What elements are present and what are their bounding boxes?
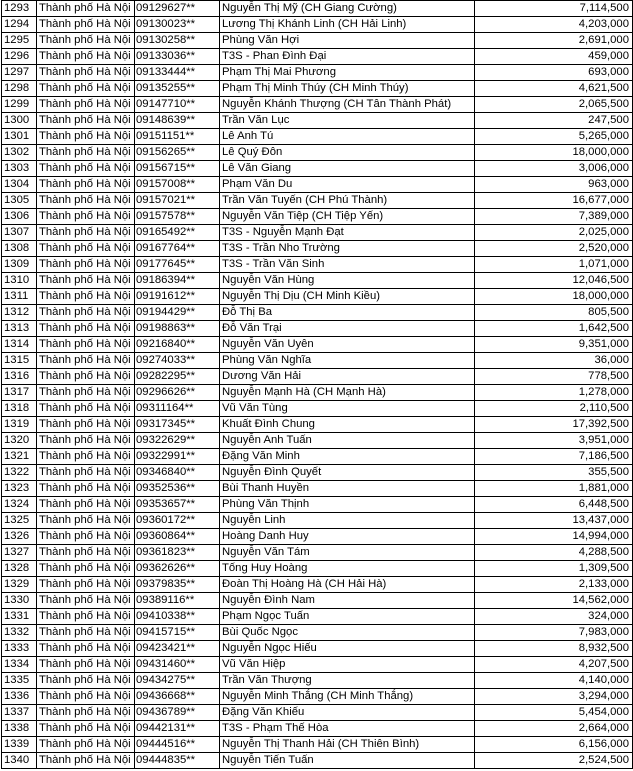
table-row <box>2 561 633 577</box>
table-row <box>2 593 633 609</box>
customer-name-cell: Đỗ Văn Trại <box>220 321 475 337</box>
city-cell: Thành phố Hà Nội <box>37 753 135 769</box>
city-cell: Thành phố Hà Nội <box>37 465 135 481</box>
city-cell: Thành phố Hà Nội <box>37 177 135 193</box>
table-row <box>2 1 633 17</box>
city-cell: Thành phố Hà Nội <box>37 49 135 65</box>
customer-name-cell: Trần Văn Tuyến (CH Phú Thành) <box>220 193 475 209</box>
table-row <box>2 417 633 433</box>
amount-cell: 247,500 <box>475 113 633 129</box>
amount-cell: 459,000 <box>475 49 633 65</box>
table-row <box>2 353 633 369</box>
amount-cell: 2,664,000 <box>475 721 633 737</box>
amount-cell: 4,140,000 <box>475 673 633 689</box>
customer-name-cell: Nguyễn Thị Thanh Hải (CH Thiên Bình) <box>220 737 475 753</box>
amount-cell: 7,389,000 <box>475 209 633 225</box>
table-row <box>2 97 633 113</box>
amount-cell: 2,520,000 <box>475 241 633 257</box>
city-cell: Thành phố Hà Nội <box>37 17 135 33</box>
amount-cell: 324,000 <box>475 609 633 625</box>
table-row <box>2 577 633 593</box>
table-row <box>2 609 633 625</box>
customer-name-cell: T3S - Phan Đình Đại <box>220 49 475 65</box>
city-cell: Thành phố Hà Nội <box>37 641 135 657</box>
phone-cell: 09436668** <box>135 689 220 705</box>
row-number-cell: 1326 <box>2 529 37 545</box>
phone-cell: 09311164** <box>135 401 220 417</box>
customer-name-cell: Nguyễn Mạnh Hà (CH Mạnh Hà) <box>220 385 475 401</box>
row-number-cell: 1305 <box>2 193 37 209</box>
city-cell: Thành phố Hà Nội <box>37 225 135 241</box>
city-cell: Thành phố Hà Nội <box>37 417 135 433</box>
customer-name-cell: Nguyễn Thị Mỹ (CH Giang Cường) <box>220 1 475 17</box>
city-cell: Thành phố Hà Nội <box>37 241 135 257</box>
row-number-cell: 1296 <box>2 49 37 65</box>
row-number-cell: 1333 <box>2 641 37 657</box>
city-cell: Thành phố Hà Nội <box>37 337 135 353</box>
amount-cell: 963,000 <box>475 177 633 193</box>
city-cell: Thành phố Hà Nội <box>37 289 135 305</box>
city-cell: Thành phố Hà Nội <box>37 305 135 321</box>
table-row <box>2 545 633 561</box>
amount-cell: 2,065,500 <box>475 97 633 113</box>
row-number-cell: 1319 <box>2 417 37 433</box>
amount-cell: 18,000,000 <box>475 289 633 305</box>
phone-cell: 09322991** <box>135 449 220 465</box>
customer-name-cell: Trần Văn Thượng <box>220 673 475 689</box>
customer-name-cell: Đặng Văn Minh <box>220 449 475 465</box>
table-row <box>2 657 633 673</box>
city-cell: Thành phố Hà Nội <box>37 721 135 737</box>
amount-cell: 4,207,500 <box>475 657 633 673</box>
phone-cell: 09216840** <box>135 337 220 353</box>
table-row <box>2 449 633 465</box>
amount-cell: 18,000,000 <box>475 145 633 161</box>
phone-cell: 09352536** <box>135 481 220 497</box>
table-row <box>2 465 633 481</box>
row-number-cell: 1304 <box>2 177 37 193</box>
amount-cell: 36,000 <box>475 353 633 369</box>
phone-cell: 09157008** <box>135 177 220 193</box>
row-number-cell: 1306 <box>2 209 37 225</box>
row-number-cell: 1335 <box>2 673 37 689</box>
phone-cell: 09177645** <box>135 257 220 273</box>
phone-cell: 09157578** <box>135 209 220 225</box>
table-row <box>2 641 633 657</box>
amount-cell: 17,392,500 <box>475 417 633 433</box>
customer-name-cell: Nguyễn Văn Uyên <box>220 337 475 353</box>
customer-name-cell: Phạm Thị Minh Thúy (CH Minh Thúy) <box>220 81 475 97</box>
city-cell: Thành phố Hà Nội <box>37 689 135 705</box>
customer-name-cell: Nguyễn Anh Tuấn <box>220 433 475 449</box>
row-number-cell: 1294 <box>2 17 37 33</box>
phone-cell: 09274033** <box>135 353 220 369</box>
amount-cell: 2,133,000 <box>475 577 633 593</box>
table-row <box>2 305 633 321</box>
row-number-cell: 1334 <box>2 657 37 673</box>
row-number-cell: 1324 <box>2 497 37 513</box>
customer-name-cell: Nguyễn Linh <box>220 513 475 529</box>
phone-cell: 09147710** <box>135 97 220 113</box>
city-cell: Thành phố Hà Nội <box>37 129 135 145</box>
customer-name-cell: Phạm Văn Du <box>220 177 475 193</box>
phone-cell: 09167764** <box>135 241 220 257</box>
phone-cell: 09133444** <box>135 65 220 81</box>
row-number-cell: 1321 <box>2 449 37 465</box>
phone-cell: 09444516** <box>135 737 220 753</box>
row-number-cell: 1312 <box>2 305 37 321</box>
phone-cell: 09379835** <box>135 577 220 593</box>
customer-name-cell: Khuất Đình Chung <box>220 417 475 433</box>
table-row <box>2 257 633 273</box>
city-cell: Thành phố Hà Nội <box>37 97 135 113</box>
table-row <box>2 753 633 769</box>
customer-name-cell: Tống Huy Hoàng <box>220 561 475 577</box>
amount-cell: 14,994,000 <box>475 529 633 545</box>
customer-name-cell: Vũ Văn Hiệp <box>220 657 475 673</box>
customer-name-cell: Nguyễn Ngọc Hiếu <box>220 641 475 657</box>
table-row <box>2 193 633 209</box>
customer-table <box>1 0 633 769</box>
row-number-cell: 1318 <box>2 401 37 417</box>
amount-cell: 2,110,500 <box>475 401 633 417</box>
amount-cell: 805,500 <box>475 305 633 321</box>
amount-cell: 355,500 <box>475 465 633 481</box>
amount-cell: 778,500 <box>475 369 633 385</box>
phone-cell: 09322629** <box>135 433 220 449</box>
table-row <box>2 689 633 705</box>
customer-name-cell: Nguyễn Văn Tiệp (CH Tiệp Yến) <box>220 209 475 225</box>
table-row <box>2 433 633 449</box>
amount-cell: 6,156,000 <box>475 737 633 753</box>
amount-cell: 14,562,000 <box>475 593 633 609</box>
table-row <box>2 337 633 353</box>
table-row <box>2 369 633 385</box>
table-row <box>2 161 633 177</box>
customer-name-cell: Nguyễn Thị Dịu (CH Minh Kiều) <box>220 289 475 305</box>
customer-name-cell: Lê Văn Giang <box>220 161 475 177</box>
phone-cell: 09194429** <box>135 305 220 321</box>
table-row <box>2 321 633 337</box>
phone-cell: 09157021** <box>135 193 220 209</box>
phone-cell: 09296626** <box>135 385 220 401</box>
phone-cell: 09130258** <box>135 33 220 49</box>
city-cell: Thành phố Hà Nội <box>37 113 135 129</box>
row-number-cell: 1315 <box>2 353 37 369</box>
customer-name-cell: Đoàn Thị Hoàng Hà (CH Hải Hà) <box>220 577 475 593</box>
table-row <box>2 113 633 129</box>
amount-cell: 13,437,000 <box>475 513 633 529</box>
row-number-cell: 1316 <box>2 369 37 385</box>
amount-cell: 6,448,500 <box>475 497 633 513</box>
table-row <box>2 625 633 641</box>
city-cell: Thành phố Hà Nội <box>37 481 135 497</box>
table-row <box>2 177 633 193</box>
customer-name-cell: Đặng Văn Khiếu <box>220 705 475 721</box>
phone-cell: 09410338** <box>135 609 220 625</box>
customer-name-cell: Bùi Thanh Huyền <box>220 481 475 497</box>
row-number-cell: 1308 <box>2 241 37 257</box>
table-row <box>2 289 633 305</box>
city-cell: Thành phố Hà Nội <box>37 257 135 273</box>
city-cell: Thành phố Hà Nội <box>37 385 135 401</box>
customer-name-cell: Lê Quý Đôn <box>220 145 475 161</box>
amount-cell: 693,000 <box>475 65 633 81</box>
city-cell: Thành phố Hà Nội <box>37 497 135 513</box>
city-cell: Thành phố Hà Nội <box>37 1 135 17</box>
table-row <box>2 737 633 753</box>
customer-name-cell: Nguyễn Khánh Thượng (CH Tân Thành Phát) <box>220 97 475 113</box>
table-row <box>2 529 633 545</box>
city-cell: Thành phố Hà Nội <box>37 209 135 225</box>
table-row <box>2 129 633 145</box>
city-cell: Thành phố Hà Nội <box>37 321 135 337</box>
customer-name-cell: Dương Văn Hải <box>220 369 475 385</box>
city-cell: Thành phố Hà Nội <box>37 33 135 49</box>
phone-cell: 09156265** <box>135 145 220 161</box>
amount-cell: 7,186,500 <box>475 449 633 465</box>
phone-cell: 09191612** <box>135 289 220 305</box>
row-number-cell: 1295 <box>2 33 37 49</box>
table-row <box>2 273 633 289</box>
amount-cell: 1,642,500 <box>475 321 633 337</box>
phone-cell: 09423421** <box>135 641 220 657</box>
table-body <box>2 1 633 769</box>
phone-cell: 09165492** <box>135 225 220 241</box>
city-cell: Thành phố Hà Nội <box>37 625 135 641</box>
customer-name-cell: Lương Thị Khánh Linh (CH Hải Linh) <box>220 17 475 33</box>
customer-name-cell: Phùng Văn Thịnh <box>220 497 475 513</box>
customer-name-cell: T3S - Trần Nho Trường <box>220 241 475 257</box>
phone-cell: 09151151** <box>135 129 220 145</box>
table-row <box>2 145 633 161</box>
amount-cell: 4,288,500 <box>475 545 633 561</box>
customer-name-cell: Vũ Văn Tùng <box>220 401 475 417</box>
table-row <box>2 241 633 257</box>
phone-cell: 09148639** <box>135 113 220 129</box>
city-cell: Thành phố Hà Nội <box>37 401 135 417</box>
row-number-cell: 1327 <box>2 545 37 561</box>
customer-name-cell: Nguyễn Tiến Tuấn <box>220 753 475 769</box>
customer-name-cell: Nguyễn Đình Quyết <box>220 465 475 481</box>
table-row <box>2 81 633 97</box>
amount-cell: 2,524,500 <box>475 753 633 769</box>
amount-cell: 5,454,000 <box>475 705 633 721</box>
row-number-cell: 1336 <box>2 689 37 705</box>
row-number-cell: 1328 <box>2 561 37 577</box>
table-row <box>2 225 633 241</box>
row-number-cell: 1329 <box>2 577 37 593</box>
amount-cell: 7,114,500 <box>475 1 633 17</box>
phone-cell: 09360172** <box>135 513 220 529</box>
customer-name-cell: Nguyễn Văn Tám <box>220 545 475 561</box>
phone-cell: 09186394** <box>135 273 220 289</box>
customer-name-cell: Phạm Ngọc Tuấn <box>220 609 475 625</box>
phone-cell: 09434275** <box>135 673 220 689</box>
amount-cell: 5,265,000 <box>475 129 633 145</box>
row-number-cell: 1313 <box>2 321 37 337</box>
city-cell: Thành phố Hà Nội <box>37 353 135 369</box>
phone-cell: 09135255** <box>135 81 220 97</box>
table-row <box>2 385 633 401</box>
city-cell: Thành phố Hà Nội <box>37 577 135 593</box>
row-number-cell: 1340 <box>2 753 37 769</box>
row-number-cell: 1314 <box>2 337 37 353</box>
row-number-cell: 1332 <box>2 625 37 641</box>
amount-cell: 1,278,000 <box>475 385 633 401</box>
row-number-cell: 1298 <box>2 81 37 97</box>
phone-cell: 09353657** <box>135 497 220 513</box>
row-number-cell: 1310 <box>2 273 37 289</box>
row-number-cell: 1303 <box>2 161 37 177</box>
row-number-cell: 1317 <box>2 385 37 401</box>
row-number-cell: 1311 <box>2 289 37 305</box>
table-row <box>2 49 633 65</box>
city-cell: Thành phố Hà Nội <box>37 561 135 577</box>
city-cell: Thành phố Hà Nội <box>37 593 135 609</box>
customer-name-cell: Đỗ Thị Ba <box>220 305 475 321</box>
customer-name-cell: Hoàng Danh Huy <box>220 529 475 545</box>
row-number-cell: 1320 <box>2 433 37 449</box>
table-row <box>2 481 633 497</box>
customer-name-cell: Nguyễn Minh Thắng (CH Minh Thắng) <box>220 689 475 705</box>
row-number-cell: 1293 <box>2 1 37 17</box>
phone-cell: 09444835** <box>135 753 220 769</box>
customer-name-cell: T3S - Phạm Thế Hòa <box>220 721 475 737</box>
phone-cell: 09442131** <box>135 721 220 737</box>
amount-cell: 7,983,000 <box>475 625 633 641</box>
row-number-cell: 1301 <box>2 129 37 145</box>
city-cell: Thành phố Hà Nội <box>37 673 135 689</box>
row-number-cell: 1300 <box>2 113 37 129</box>
table-row <box>2 17 633 33</box>
row-number-cell: 1338 <box>2 721 37 737</box>
phone-cell: 09362626** <box>135 561 220 577</box>
phone-cell: 09346840** <box>135 465 220 481</box>
row-number-cell: 1331 <box>2 609 37 625</box>
city-cell: Thành phố Hà Nội <box>37 433 135 449</box>
table-row <box>2 705 633 721</box>
phone-cell: 09360864** <box>135 529 220 545</box>
amount-cell: 9,351,000 <box>475 337 633 353</box>
phone-cell: 09389116** <box>135 593 220 609</box>
city-cell: Thành phố Hà Nội <box>37 193 135 209</box>
phone-cell: 09130023** <box>135 17 220 33</box>
table-row <box>2 497 633 513</box>
customer-name-cell: Phùng Văn Nghĩa <box>220 353 475 369</box>
phone-cell: 09317345** <box>135 417 220 433</box>
city-cell: Thành phố Hà Nội <box>37 161 135 177</box>
city-cell: Thành phố Hà Nội <box>37 369 135 385</box>
row-number-cell: 1309 <box>2 257 37 273</box>
phone-cell: 09198863** <box>135 321 220 337</box>
phone-cell: 09129627** <box>135 1 220 17</box>
city-cell: Thành phố Hà Nội <box>37 545 135 561</box>
city-cell: Thành phố Hà Nội <box>37 657 135 673</box>
amount-cell: 3,006,000 <box>475 161 633 177</box>
amount-cell: 2,025,000 <box>475 225 633 241</box>
city-cell: Thành phố Hà Nội <box>37 705 135 721</box>
phone-cell: 09361823** <box>135 545 220 561</box>
city-cell: Thành phố Hà Nội <box>37 513 135 529</box>
customer-name-cell: Nguyễn Văn Hùng <box>220 273 475 289</box>
customer-name-cell: Phạm Thị Mai Phương <box>220 65 475 81</box>
row-number-cell: 1330 <box>2 593 37 609</box>
city-cell: Thành phố Hà Nội <box>37 449 135 465</box>
city-cell: Thành phố Hà Nội <box>37 65 135 81</box>
table-row <box>2 209 633 225</box>
row-number-cell: 1325 <box>2 513 37 529</box>
amount-cell: 4,621,500 <box>475 81 633 97</box>
table-row <box>2 721 633 737</box>
row-number-cell: 1297 <box>2 65 37 81</box>
amount-cell: 12,046,500 <box>475 273 633 289</box>
amount-cell: 8,932,500 <box>475 641 633 657</box>
amount-cell: 2,691,000 <box>475 33 633 49</box>
row-number-cell: 1299 <box>2 97 37 113</box>
amount-cell: 16,677,000 <box>475 193 633 209</box>
row-number-cell: 1302 <box>2 145 37 161</box>
city-cell: Thành phố Hà Nội <box>37 529 135 545</box>
row-number-cell: 1307 <box>2 225 37 241</box>
phone-cell: 09282295** <box>135 369 220 385</box>
customer-name-cell: Lê Anh Tú <box>220 129 475 145</box>
phone-cell: 09415715** <box>135 625 220 641</box>
row-number-cell: 1337 <box>2 705 37 721</box>
amount-cell: 1,071,000 <box>475 257 633 273</box>
customer-name-cell: T3S - Trần Văn Sinh <box>220 257 475 273</box>
city-cell: Thành phố Hà Nội <box>37 737 135 753</box>
amount-cell: 4,203,000 <box>475 17 633 33</box>
amount-cell: 3,294,000 <box>475 689 633 705</box>
row-number-cell: 1339 <box>2 737 37 753</box>
customer-name-cell: Bùi Quốc Ngọc <box>220 625 475 641</box>
customer-name-cell: T3S - Nguyễn Mạnh Đạt <box>220 225 475 241</box>
phone-cell: 09431460** <box>135 657 220 673</box>
table-row <box>2 65 633 81</box>
city-cell: Thành phố Hà Nội <box>37 81 135 97</box>
customer-name-cell: Nguyễn Đình Nam <box>220 593 475 609</box>
table-row <box>2 673 633 689</box>
table-row <box>2 513 633 529</box>
amount-cell: 3,951,000 <box>475 433 633 449</box>
amount-cell: 1,881,000 <box>475 481 633 497</box>
amount-cell: 1,309,500 <box>475 561 633 577</box>
phone-cell: 09436789** <box>135 705 220 721</box>
row-number-cell: 1323 <box>2 481 37 497</box>
phone-cell: 09133036** <box>135 49 220 65</box>
city-cell: Thành phố Hà Nội <box>37 609 135 625</box>
phone-cell: 09156715** <box>135 161 220 177</box>
table-row <box>2 401 633 417</box>
table-row <box>2 33 633 49</box>
customer-name-cell: Trần Văn Lục <box>220 113 475 129</box>
row-number-cell: 1322 <box>2 465 37 481</box>
city-cell: Thành phố Hà Nội <box>37 273 135 289</box>
customer-name-cell: Phùng Văn Hợi <box>220 33 475 49</box>
city-cell: Thành phố Hà Nội <box>37 145 135 161</box>
